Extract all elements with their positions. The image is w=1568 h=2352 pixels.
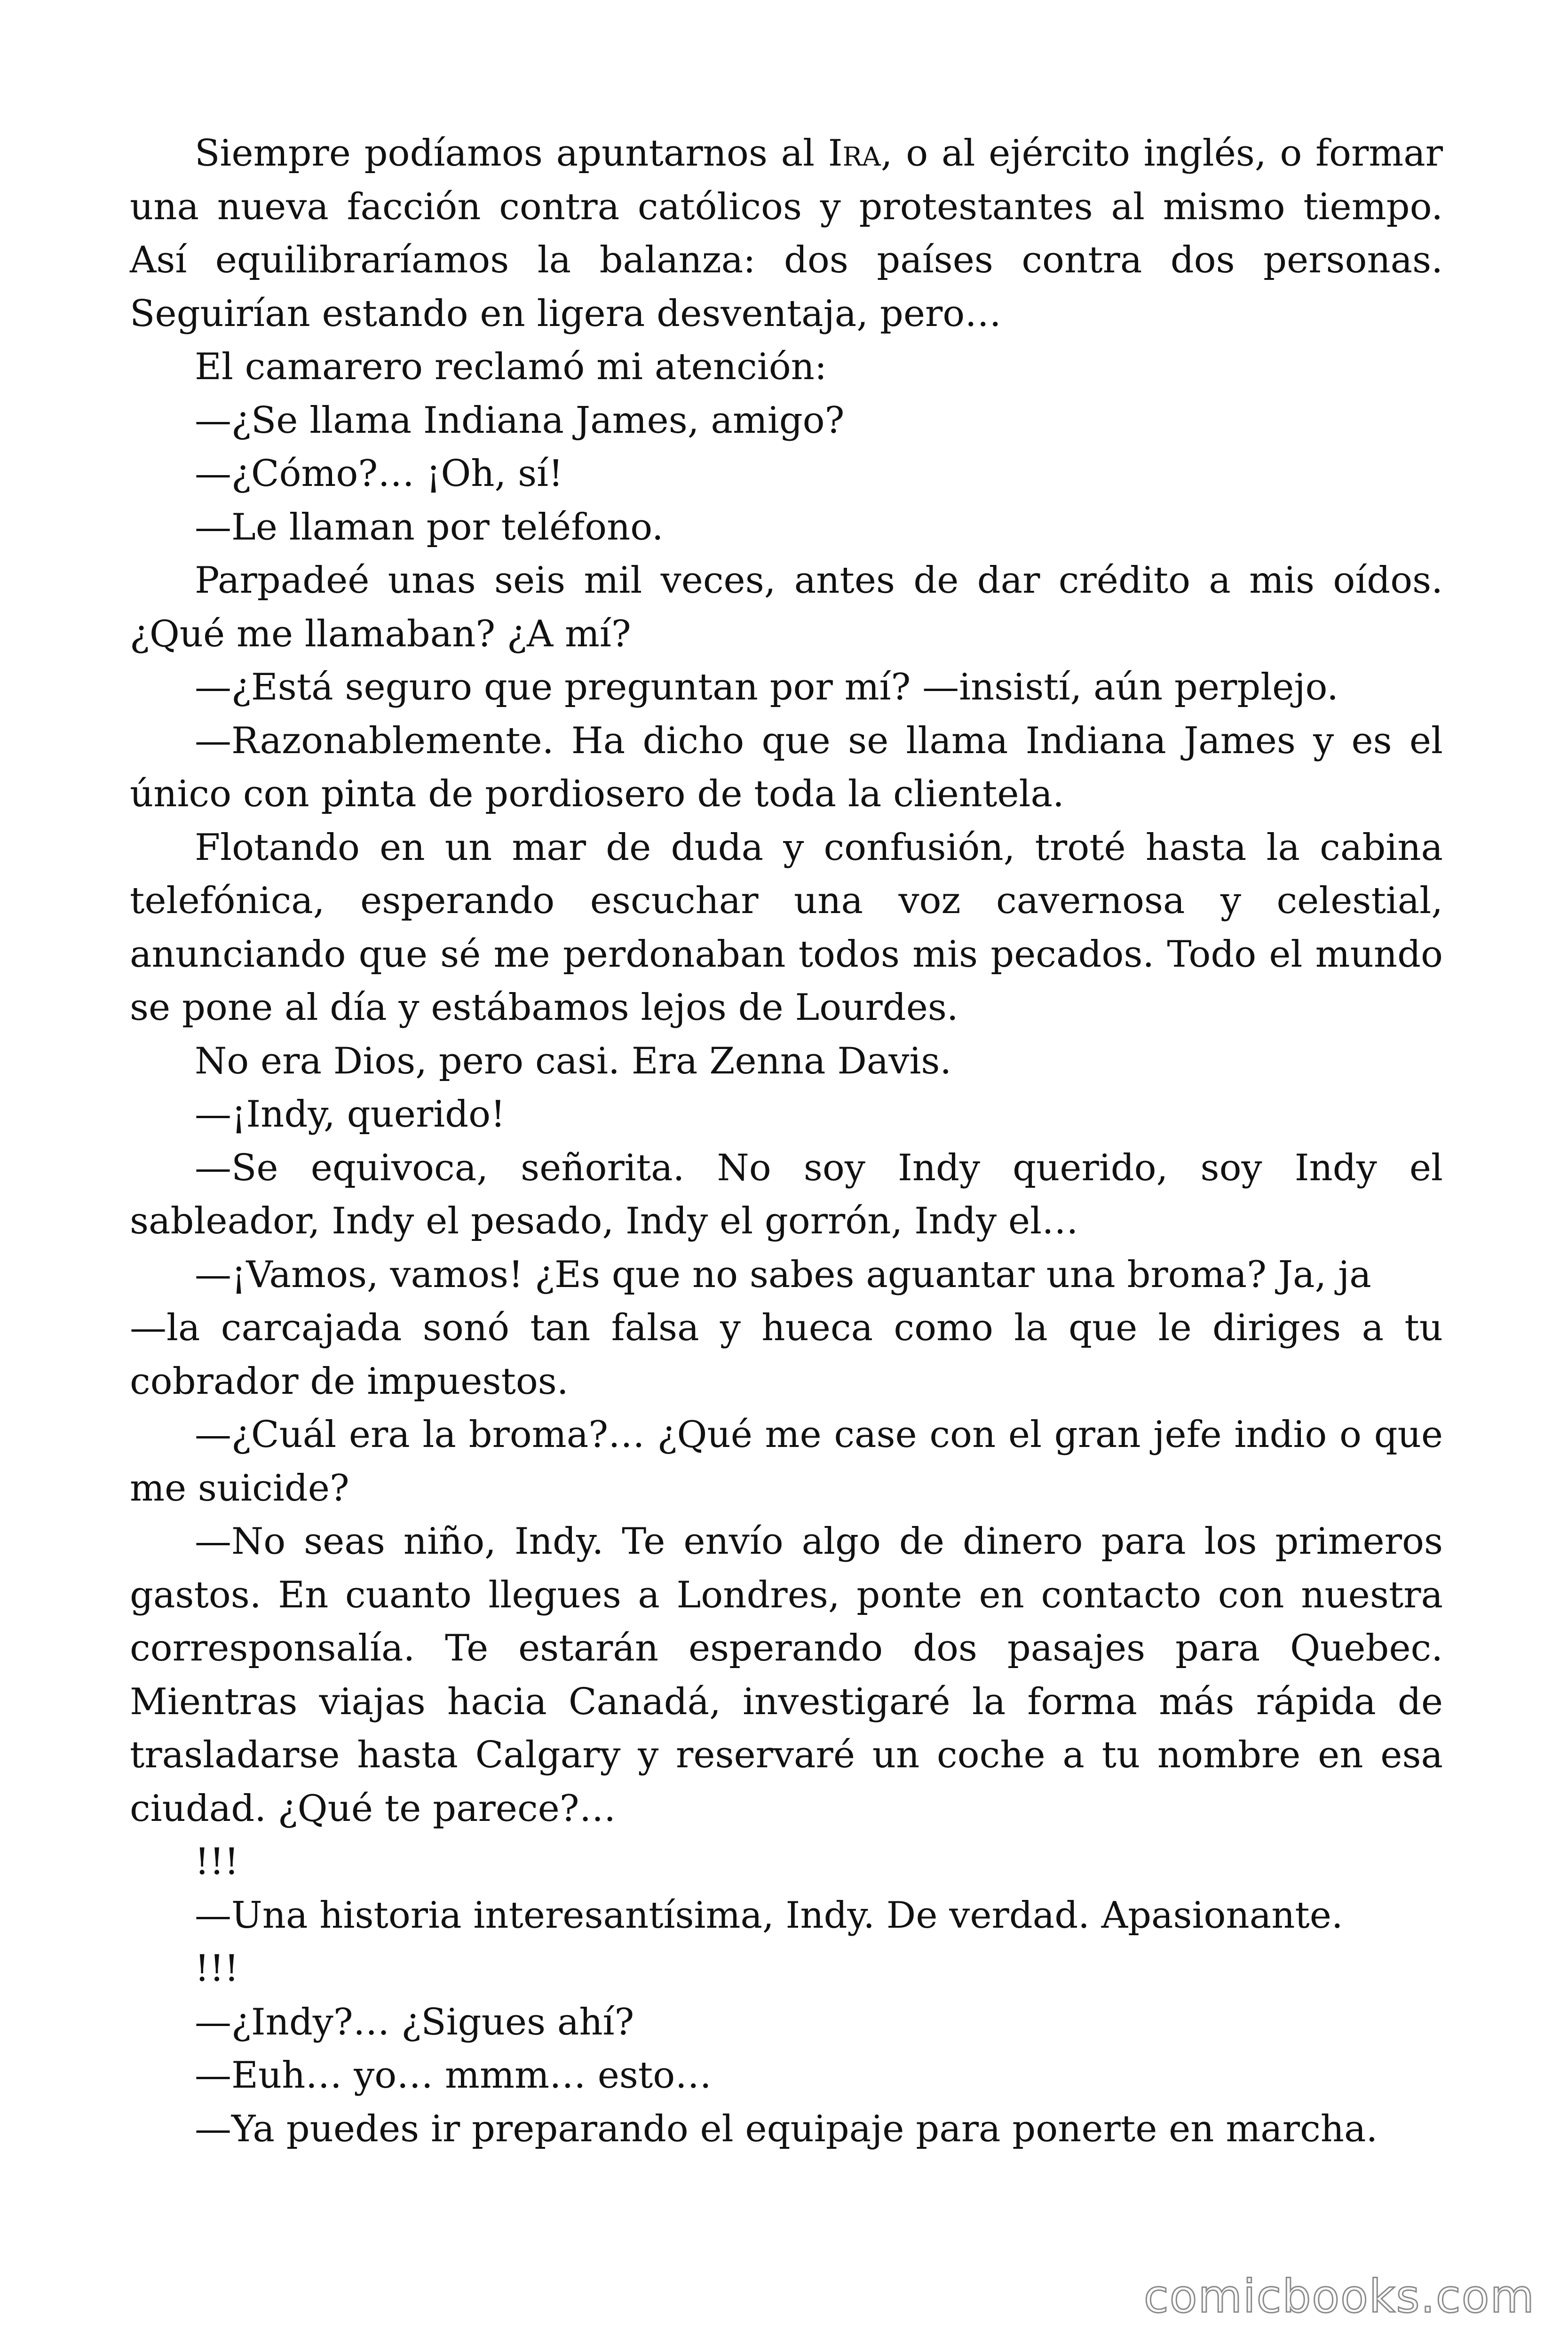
dialogue-line: —¿Está seguro que preguntan por mí? —insistí, aún perplejo.	[195, 666, 1338, 708]
acronym-ira: Ira	[828, 132, 881, 175]
dialogue-line: —Una historia interesantísima, Indy. De verdad. Apasionante.	[195, 1894, 1343, 1937]
dialogue-line: —Ya puedes ir preparando el equipaje para ponerte en marcha.	[195, 2107, 1378, 2150]
dialogue-line: —No seas niño, Indy. Te envío algo de dinero para los primeros gastos. En cuanto llegues a Londres, ponte en contacto con nuestra corresponsalía. Te estarán esperando dos pasajes para Quebec. Mientras viajas hacia Canadá, investigaré la forma más rápida de trasladarse hasta Calgary y reservaré un coche a tu nombre en esa ciudad. ¿Qué te parece?…	[130, 1520, 1443, 1830]
paragraph: !!!	[195, 1947, 239, 1990]
paragraph: No era Dios, pero casi. Era Zenna Davis.	[195, 1040, 952, 1082]
dialogue-line: —Euh… yo… mmm… esto…	[195, 2054, 712, 2097]
paragraph: Parpadeé unas seis mil veces, antes de dar crédito a mis oídos. ¿Qué me llamaban? ¿A mí?	[130, 559, 1443, 655]
paragraph	[130, 127, 1443, 341]
paragraph: !!!	[195, 1841, 239, 1883]
paragraph: El camarero reclamó mi atención:	[195, 346, 827, 388]
paragraph-text-before: Siempre podíamos apuntarnos al	[195, 132, 828, 175]
dialogue-line: —¿Cuál era la broma?… ¿Qué me case con el gran jefe indio o que me suicide?	[130, 1414, 1443, 1510]
dialogue-line: —¿Cómo?… ¡Oh, sí!	[195, 453, 563, 495]
dialogue-line: —¿Se llama Indiana James, amigo?	[195, 399, 845, 442]
dialogue-line: —Le llaman por teléfono.	[195, 506, 664, 548]
book-page-text	[130, 127, 1443, 2156]
dialogue-line: —Razonablemente. Ha dicho que se llama Indiana James y es el único con pinta de pordiosero de toda la clientela.	[130, 719, 1443, 815]
dialogue-line: —Se equivoca, señorita. No soy Indy querido, soy Indy el sableador, Indy el pesado, Indy el gorrón, Indy el…	[130, 1146, 1443, 1242]
dialogue-line: —¡Vamos, vamos! ¿Es que no sabes aguantar una broma? Ja, ja —la carcajada sonó tan falsa y hueca como la que le diriges a tu cobrador de impuestos.	[130, 1253, 1443, 1403]
dialogue-line: —¿Indy?… ¿Sigues ahí?	[195, 2001, 634, 2043]
paragraph-text-after: , o al ejército inglés, o formar una nueva facción contra católicos y protestantes al mismo tiempo. Así equilibraríamos la balanza: dos países contra dos personas. Seguirían estando en ligera desventaja, pero…	[130, 132, 1443, 335]
paragraph: Flotando en un mar de duda y confusión, troté hasta la cabina telefónica, esperando escuchar una voz cavernosa y celestial, anunciando que sé me perdonaban todos mis pecados. Todo el mundo se pone al día y estábamos lejos de Lourdes.	[130, 826, 1443, 1029]
watermark: comicbooks.com	[1143, 2270, 1535, 2323]
dialogue-line: —¡Indy, querido!	[195, 1093, 506, 1136]
